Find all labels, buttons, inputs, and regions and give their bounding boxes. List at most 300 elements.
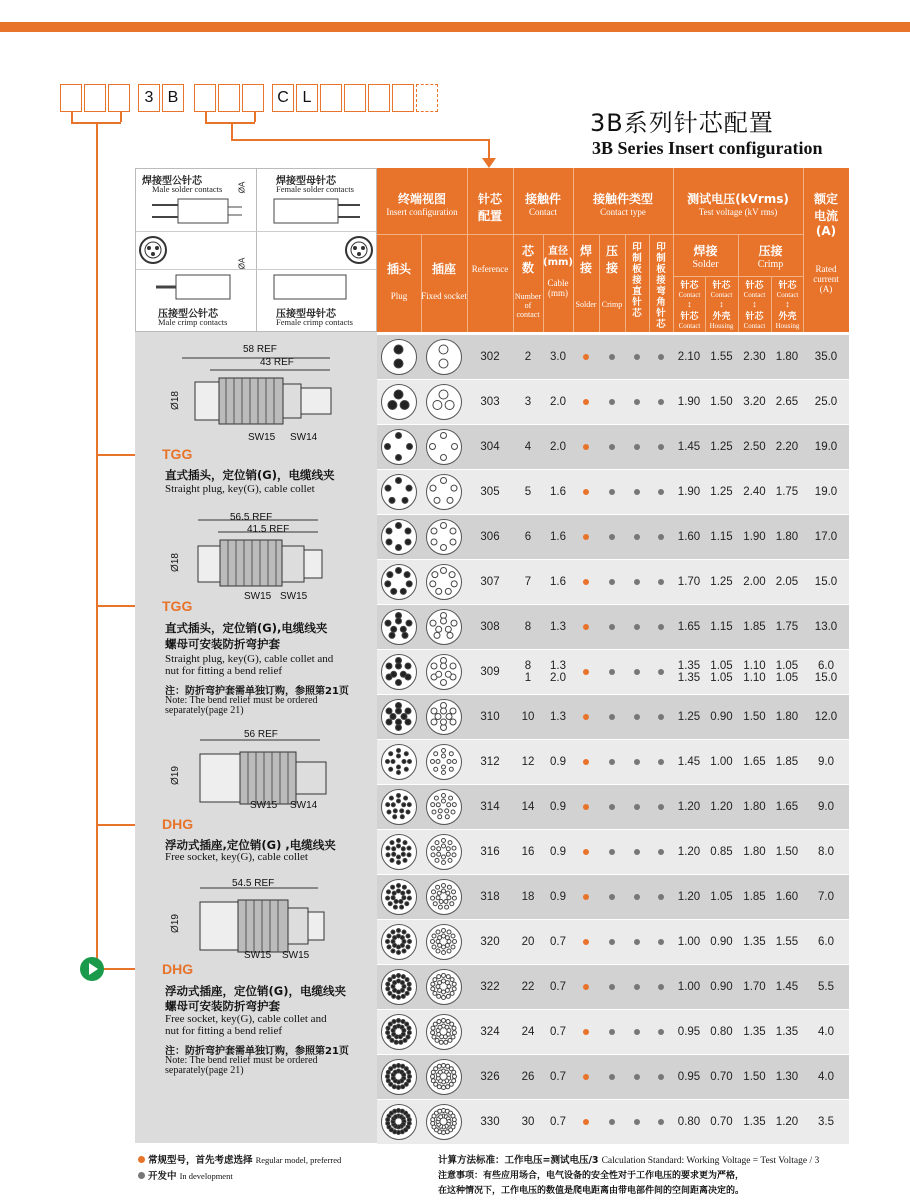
hdr-voltage-sublabel: Contact bbox=[743, 291, 766, 299]
contact-pattern-icon bbox=[427, 655, 460, 688]
table-row bbox=[377, 425, 849, 469]
contact-pin bbox=[385, 620, 391, 626]
socket-face-icon bbox=[426, 1059, 462, 1095]
table-cell bbox=[771, 650, 803, 694]
cell-n: 5 bbox=[524, 486, 532, 498]
table-cell bbox=[673, 1055, 705, 1099]
contact-pin bbox=[396, 545, 402, 551]
cell-v0: 1.20 bbox=[677, 846, 701, 858]
table-cell bbox=[771, 875, 803, 919]
orange-dot-icon bbox=[138, 1156, 145, 1163]
cell-n: 18 bbox=[521, 891, 535, 903]
dim-label: ØA bbox=[237, 181, 247, 194]
cell-n: 24 bbox=[521, 1026, 535, 1038]
contact-pattern-icon bbox=[382, 790, 415, 823]
cell-v1: 1.00 bbox=[710, 756, 733, 768]
contact-pin bbox=[452, 982, 456, 986]
contact-pin bbox=[448, 1038, 452, 1042]
contact-pin bbox=[437, 847, 441, 851]
cell-v1: 0.90 bbox=[710, 711, 733, 723]
cell-v2: 1.35 bbox=[743, 1116, 766, 1128]
section-title-cn-2: 螺母可安装防折弯护套 bbox=[165, 999, 280, 1013]
table-cell bbox=[467, 830, 513, 874]
table-cell bbox=[513, 605, 543, 649]
cell-n: 10 bbox=[521, 711, 535, 723]
cell-d: 1.3 bbox=[550, 711, 566, 723]
table-cell bbox=[543, 425, 573, 469]
cell-d: 2.0 bbox=[550, 396, 566, 408]
table-cell bbox=[803, 920, 849, 964]
contact-pin bbox=[441, 618, 447, 624]
cell-v0: 1.90 bbox=[677, 486, 701, 498]
table-cell bbox=[599, 1010, 625, 1054]
cell-v0: 0.95 bbox=[677, 1026, 701, 1038]
table-cell bbox=[543, 515, 573, 559]
table-cell bbox=[673, 695, 705, 739]
contact-pin bbox=[450, 991, 454, 995]
contact-pin bbox=[392, 994, 396, 998]
contact-pin bbox=[405, 708, 411, 714]
table-cell bbox=[649, 605, 673, 649]
male-solder-label: 焊接型公针芯 bbox=[142, 176, 202, 187]
socket-drawing bbox=[170, 730, 350, 810]
table-cell bbox=[705, 785, 738, 829]
contact-pin bbox=[386, 708, 392, 714]
contact-pattern-icon bbox=[382, 880, 415, 913]
table-cell bbox=[673, 740, 705, 784]
table-row bbox=[377, 695, 849, 739]
hdr-voltage-cn: 测试电压(kVrms) bbox=[687, 192, 789, 206]
hdr-voltage-subcol bbox=[673, 278, 706, 330]
hdr-voltage-sublabel: Contact bbox=[678, 291, 701, 299]
table-cell bbox=[573, 875, 599, 919]
contact-pin bbox=[437, 994, 441, 998]
contact-pin bbox=[408, 940, 412, 944]
development-dot-icon bbox=[658, 579, 664, 585]
table-cell bbox=[705, 740, 738, 784]
table-row bbox=[377, 650, 849, 694]
cell-a: 4.0 bbox=[818, 1026, 834, 1038]
contact-pin bbox=[407, 444, 413, 450]
contact-pin bbox=[432, 572, 438, 578]
development-dot-icon bbox=[634, 759, 640, 765]
contact-pin bbox=[441, 455, 447, 461]
socket-face-icon bbox=[426, 339, 462, 375]
contact-pin bbox=[400, 815, 404, 819]
contact-pin bbox=[431, 1079, 435, 1083]
contact-pin bbox=[400, 988, 404, 992]
contact-pin bbox=[437, 1064, 441, 1068]
contact-pin bbox=[451, 581, 457, 587]
hdr-voltage-sublabel: Housing bbox=[709, 322, 734, 330]
contact-pin bbox=[406, 945, 410, 949]
contact-pin bbox=[434, 752, 438, 756]
contact-pattern-icon bbox=[382, 610, 415, 643]
preferred-dot-icon bbox=[583, 489, 589, 495]
section-title-cn-2: 螺母可安装防折弯护套 bbox=[165, 637, 280, 651]
contact-pin bbox=[442, 861, 446, 865]
socket-face-icon bbox=[426, 609, 462, 645]
contact-pin bbox=[386, 846, 390, 850]
socket-face-icon bbox=[426, 699, 462, 735]
contact-pin bbox=[407, 1070, 411, 1074]
contact-pin bbox=[447, 885, 451, 889]
table-cell bbox=[705, 560, 738, 604]
cell-v1: 1.55 bbox=[710, 351, 733, 363]
cell-v3: 1.05 bbox=[775, 672, 799, 684]
contact-pin bbox=[401, 975, 405, 979]
table-row bbox=[377, 785, 849, 829]
development-dot-icon bbox=[609, 624, 615, 630]
contact-pin bbox=[447, 632, 453, 638]
hdr-voltage-sublabel: Contact bbox=[710, 291, 733, 299]
code-box-optional bbox=[416, 84, 438, 112]
table-cell bbox=[625, 1010, 649, 1054]
contact-pin bbox=[442, 794, 446, 798]
code-box bbox=[320, 84, 342, 112]
contact-pin bbox=[397, 951, 401, 955]
contact-pin bbox=[446, 852, 450, 856]
table-cell bbox=[467, 965, 513, 1009]
contact-pin bbox=[432, 890, 436, 894]
contact-pattern-icon bbox=[427, 475, 460, 508]
table-cell bbox=[771, 740, 803, 784]
table-cell bbox=[467, 560, 513, 604]
contact-pin bbox=[433, 401, 442, 410]
contact-pin bbox=[446, 975, 450, 979]
table-cell bbox=[513, 1055, 543, 1099]
contact-pin bbox=[406, 620, 412, 626]
contact-pin bbox=[432, 810, 436, 814]
cell-n: 1 bbox=[524, 672, 532, 684]
contact-pattern-icon bbox=[382, 745, 415, 778]
contact-pin bbox=[400, 936, 404, 940]
contact-pin bbox=[402, 930, 406, 934]
table-cell bbox=[543, 740, 573, 784]
cell-v3: 2.20 bbox=[775, 441, 799, 453]
contact-pin bbox=[396, 478, 402, 484]
contact-pin bbox=[386, 803, 390, 807]
cell-v3: 1.85 bbox=[775, 756, 799, 768]
development-dot-icon bbox=[634, 669, 640, 675]
contact-pin bbox=[401, 891, 405, 895]
table-cell bbox=[573, 425, 599, 469]
table-cell bbox=[543, 380, 573, 424]
table-cell bbox=[673, 875, 705, 919]
contact-pattern-icon bbox=[382, 655, 415, 688]
table-cell bbox=[771, 1100, 803, 1144]
development-dot-icon bbox=[609, 939, 615, 945]
code-box bbox=[368, 84, 390, 112]
contact-pattern-icon bbox=[382, 925, 415, 958]
contact-pin bbox=[408, 760, 412, 764]
contact-pin bbox=[430, 581, 436, 587]
contact-pin bbox=[450, 528, 456, 534]
socket-face-icon bbox=[426, 1014, 462, 1050]
contact-pin bbox=[438, 988, 442, 992]
preferred-dot-icon bbox=[583, 759, 589, 765]
table-cell bbox=[803, 1100, 849, 1144]
contact-pin bbox=[447, 985, 451, 989]
table-cell bbox=[625, 965, 649, 1009]
contact-pin bbox=[391, 671, 397, 677]
cell-ref: 308 bbox=[480, 621, 500, 633]
cell-d: 1.6 bbox=[550, 486, 566, 498]
table-cell bbox=[573, 605, 599, 649]
cell-v1: 1.25 bbox=[710, 441, 733, 453]
hdr-voltage-sublabel: Housing bbox=[775, 322, 800, 330]
dim-label: 43 REF bbox=[260, 357, 294, 368]
table-cell bbox=[543, 1010, 573, 1054]
contact-pin bbox=[397, 799, 401, 803]
table-cell bbox=[513, 1010, 543, 1054]
table-cell bbox=[625, 740, 649, 784]
table-cell bbox=[467, 1055, 513, 1099]
table-cell bbox=[543, 830, 573, 874]
table-cell bbox=[738, 425, 771, 469]
cell-a: 6.0 bbox=[818, 936, 834, 948]
cell-v2: 1.50 bbox=[743, 1071, 766, 1083]
contact-pin bbox=[450, 539, 456, 545]
contact-pin bbox=[396, 568, 402, 574]
contact-pin bbox=[393, 1070, 397, 1074]
preferred-dot-icon bbox=[583, 579, 589, 585]
table-cell bbox=[738, 830, 771, 874]
preferred-dot-icon bbox=[583, 399, 589, 405]
hdr-ref-en: Reference bbox=[471, 264, 509, 274]
contact-pin bbox=[450, 708, 456, 714]
development-dot-icon bbox=[609, 579, 615, 585]
contact-pin bbox=[408, 1075, 412, 1079]
contact-pin bbox=[392, 975, 396, 979]
development-dot-icon bbox=[658, 624, 664, 630]
contact-pin bbox=[446, 1020, 450, 1024]
cell-d: 0.7 bbox=[550, 936, 566, 948]
table-cell bbox=[705, 830, 738, 874]
socket-face-icon bbox=[426, 429, 462, 465]
hdr-socket-cn: 插座 bbox=[431, 262, 456, 276]
cell-d: 1.6 bbox=[550, 531, 566, 543]
contact-pin bbox=[436, 588, 442, 594]
development-dot-icon bbox=[634, 354, 640, 360]
contact-pin bbox=[436, 671, 442, 677]
contact-pin bbox=[386, 1031, 390, 1035]
preferred-dot-icon bbox=[583, 984, 589, 990]
cell-d: 0.9 bbox=[550, 756, 566, 768]
contact-pin bbox=[386, 528, 392, 534]
cell-v3: 1.45 bbox=[775, 981, 799, 993]
table-cell bbox=[673, 785, 705, 829]
hdr-voltage-sublabel: 针芯 bbox=[712, 281, 731, 291]
hdr-crimp-en: Crimp bbox=[601, 300, 623, 309]
contact-pin bbox=[389, 796, 393, 800]
hdr-solder-cn: 焊接 bbox=[580, 244, 593, 275]
cell-v1: 1.15 bbox=[710, 531, 733, 543]
preferred-dot-icon bbox=[583, 624, 589, 630]
contact-pin bbox=[452, 444, 458, 450]
contact-pin bbox=[449, 572, 455, 578]
socket-face-icon bbox=[426, 384, 462, 420]
cell-n: 26 bbox=[521, 1071, 535, 1083]
contact-pin bbox=[442, 1086, 446, 1090]
contact-pin bbox=[406, 485, 412, 491]
cell-v1: 1.05 bbox=[710, 672, 733, 684]
table-cell bbox=[803, 605, 849, 649]
code-box bbox=[84, 84, 106, 112]
contact-pin bbox=[391, 588, 397, 594]
table-cell bbox=[625, 470, 649, 514]
cell-n: 30 bbox=[521, 1116, 535, 1128]
contact-pin bbox=[388, 991, 392, 995]
contact-pin bbox=[452, 987, 456, 991]
contact-pin bbox=[431, 982, 435, 986]
contact-pin bbox=[397, 1064, 401, 1068]
contact-pin bbox=[394, 359, 403, 368]
plug-face-icon bbox=[381, 609, 417, 645]
table-cell bbox=[803, 785, 849, 829]
contact-pin bbox=[403, 858, 407, 862]
contact-pattern-icon bbox=[382, 565, 415, 598]
preferred-dot-icon bbox=[583, 939, 589, 945]
cell-v2: 2.50 bbox=[743, 441, 766, 453]
socket-face-icon bbox=[426, 834, 462, 870]
contact-pin bbox=[431, 708, 437, 714]
contact-pin bbox=[400, 588, 406, 594]
contact-pattern-icon bbox=[427, 835, 460, 868]
contact-pin bbox=[442, 1109, 446, 1113]
contact-pin bbox=[438, 936, 442, 940]
cell-ref: 322 bbox=[480, 981, 500, 993]
table-cell bbox=[673, 650, 705, 694]
hdr-v-crimp-en: Crimp bbox=[757, 259, 784, 270]
contact-pin bbox=[432, 945, 436, 949]
contact-pin bbox=[386, 896, 390, 900]
male-crimp-label: 压接型公针芯 bbox=[158, 309, 218, 320]
table-cell bbox=[625, 830, 649, 874]
table-cell bbox=[705, 965, 738, 1009]
contact-pin bbox=[433, 1022, 437, 1026]
contact-pin bbox=[442, 771, 446, 775]
table-cell bbox=[513, 785, 543, 829]
hdr-v-crimp-cn: 压接 bbox=[758, 244, 783, 258]
hdr-voltage-sublabel: 针芯 bbox=[680, 281, 699, 291]
cell-a: 8.0 bbox=[818, 846, 834, 858]
contact-pin bbox=[404, 796, 408, 800]
dim-label: ØA bbox=[237, 257, 247, 270]
development-dot-icon bbox=[634, 1029, 640, 1035]
leader-line bbox=[205, 112, 207, 122]
development-dot-icon bbox=[609, 894, 615, 900]
table-cell bbox=[467, 875, 513, 919]
cell-v3: 2.65 bbox=[775, 396, 799, 408]
hdr-dia-en: Cable (mm) bbox=[547, 278, 569, 298]
contact-pin bbox=[393, 1109, 397, 1113]
male-solder-contact-drawing bbox=[146, 193, 246, 229]
contact-pin bbox=[432, 1035, 436, 1039]
table-cell bbox=[803, 515, 849, 559]
hdr-dia-cn: 直径 (mm) bbox=[543, 246, 573, 268]
contact-pin bbox=[437, 891, 441, 895]
contact-pin bbox=[441, 708, 447, 714]
contact-pin bbox=[439, 900, 443, 904]
cell-d: 2.0 bbox=[550, 441, 566, 453]
contact-pin bbox=[439, 390, 448, 399]
code-box: C bbox=[272, 84, 294, 112]
contact-pattern-icon bbox=[382, 835, 415, 868]
development-dot-icon bbox=[634, 804, 640, 810]
contact-pin bbox=[431, 896, 435, 900]
contact-pin bbox=[442, 855, 446, 859]
connector-face-icon bbox=[138, 235, 168, 265]
dim-label: SW14 bbox=[290, 432, 318, 443]
preferred-dot-icon bbox=[583, 849, 589, 855]
contact-pin bbox=[442, 749, 446, 753]
contact-pattern-icon bbox=[427, 970, 460, 1003]
cell-v1: 1.15 bbox=[710, 621, 733, 633]
development-dot-icon bbox=[634, 894, 640, 900]
development-dot-icon bbox=[609, 1119, 615, 1125]
table-cell bbox=[543, 920, 573, 964]
note-line-2: 在这种情况下，工作电压的数值是爬电距离由带电部件间的空间距离决定的。 bbox=[438, 1186, 745, 1196]
cell-v3: 1.60 bbox=[775, 891, 799, 903]
contact-pin bbox=[445, 905, 449, 909]
hdr-voltage-subcol bbox=[771, 278, 804, 330]
contact-pin bbox=[442, 754, 446, 758]
table-cell bbox=[649, 515, 673, 559]
contact-pin bbox=[434, 497, 440, 503]
contact-pin bbox=[449, 752, 453, 756]
cell-ref: 314 bbox=[480, 801, 500, 813]
table-row bbox=[377, 1055, 849, 1099]
table-cell bbox=[599, 425, 625, 469]
table-cell bbox=[625, 920, 649, 964]
contact-pin bbox=[396, 455, 402, 461]
cell-v2: 1.85 bbox=[743, 621, 766, 633]
leader-line bbox=[96, 122, 98, 968]
development-dot-icon bbox=[658, 354, 664, 360]
socket-face-icon bbox=[426, 879, 462, 915]
hdr-num-en: Number of contact bbox=[514, 292, 542, 319]
contact-pin bbox=[442, 945, 446, 949]
contact-pin bbox=[444, 900, 448, 904]
hdr-plug-cn: 插头 bbox=[386, 262, 411, 276]
contact-pin bbox=[403, 841, 407, 845]
contact-pin bbox=[446, 1085, 450, 1089]
table-cell bbox=[573, 695, 599, 739]
contact-pin bbox=[447, 940, 451, 944]
contact-pin bbox=[451, 934, 455, 938]
cell-n: 3 bbox=[524, 396, 532, 408]
table-cell bbox=[543, 335, 573, 379]
contact-pin bbox=[400, 981, 404, 985]
cell-a: 7.0 bbox=[818, 891, 834, 903]
table-cell bbox=[705, 470, 738, 514]
plug-face-icon bbox=[381, 339, 417, 375]
contact-pin bbox=[436, 940, 440, 944]
table-cell bbox=[573, 1100, 599, 1144]
contact-pin bbox=[387, 810, 391, 814]
table-cell bbox=[803, 695, 849, 739]
cell-v0: 1.00 bbox=[677, 936, 701, 948]
development-dot-icon bbox=[609, 984, 615, 990]
contact-pin bbox=[401, 994, 405, 998]
cell-ref: 312 bbox=[480, 756, 500, 768]
contact-pin bbox=[431, 1075, 435, 1079]
table-cell bbox=[705, 650, 738, 694]
table-cell bbox=[467, 605, 513, 649]
contact-pin bbox=[402, 760, 406, 764]
contact-pin bbox=[431, 719, 437, 725]
